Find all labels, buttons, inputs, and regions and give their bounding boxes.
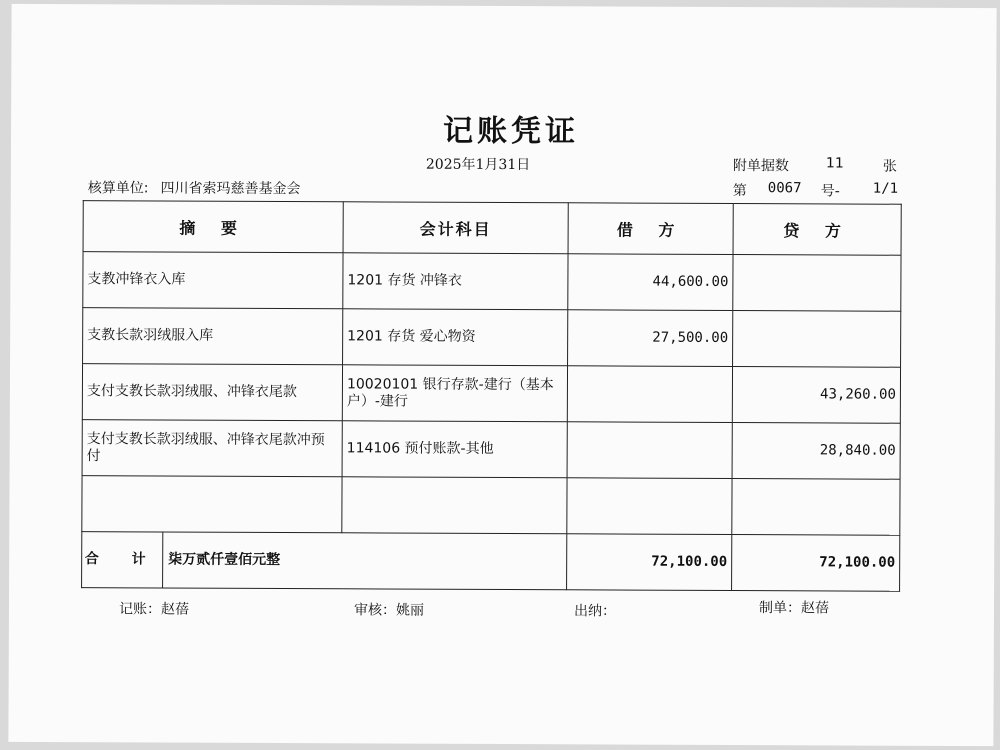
row-debit: [567, 366, 732, 423]
row-debit: [567, 422, 732, 479]
voucher-table: [81, 200, 902, 592]
row-credit: [733, 311, 901, 368]
total-amount-words: 柒万贰仟壹佰元整: [162, 533, 280, 589]
attachment-unit: 张: [882, 158, 897, 175]
total-credit: 72,100.00: [732, 535, 900, 592]
row-account: 1201 存货 冲锋衣: [343, 253, 568, 310]
row-credit: 43,260.00: [732, 367, 900, 424]
row-summary: 支付支教长款羽绒服、冲锋衣尾款: [82, 364, 342, 421]
row-summary: 支教冲锋衣入库: [83, 252, 343, 309]
row-account: [342, 477, 567, 534]
voucher-date: 2025年1月31日: [425, 156, 531, 174]
attachment-count: [733, 155, 903, 176]
table-header-row: [83, 201, 901, 256]
row-summary: 支付支教长款羽绒服、冲锋衣尾款冲预付: [82, 420, 342, 477]
row-debit: 27,500.00: [568, 310, 733, 367]
voucher-number-value: 0067: [767, 180, 802, 197]
table-row: [82, 420, 900, 480]
row-summary: 支教长款羽绒服入库: [83, 308, 343, 365]
table-row: [83, 252, 901, 312]
voucher-suffix: 号-: [820, 183, 840, 200]
document-title: 记账凭证: [442, 113, 580, 150]
voucher-page: 1/1: [872, 180, 899, 197]
row-credit: [732, 479, 900, 536]
signature-reviewer: 审核：姚丽: [353, 602, 425, 619]
attachment-label: 附单据数: [732, 158, 789, 175]
row-debit: 44,600.00: [568, 254, 733, 311]
column-header-account: 会计科目: [343, 202, 568, 254]
accounting-unit: [88, 177, 301, 198]
signature-cashier: 出纳：: [573, 603, 617, 620]
total-debit: 72,100.00: [567, 534, 732, 591]
voucher-sheet: [8, 4, 996, 746]
row-account: 1201 存货 爱心物资: [343, 309, 568, 366]
row-debit: [567, 478, 732, 535]
row-credit: [733, 255, 901, 312]
row-account: 10020101 银行存款-建行（基本户）-建行: [342, 365, 567, 422]
accounting-unit-label: 核算单位:: [87, 180, 149, 197]
signature-bookkeeper: 记账：赵蓓: [118, 601, 190, 618]
signature-preparer: 制单：赵蓓: [758, 600, 830, 617]
total-cell: [82, 532, 567, 590]
total-row: [82, 532, 900, 592]
table-row: [83, 308, 901, 368]
row-account: 114106 预付账款-其他: [342, 421, 567, 478]
accounting-unit-value: 四川省索玛慈善基金会: [160, 180, 301, 198]
row-summary: [82, 476, 342, 533]
column-header-debit: 借 方: [568, 203, 733, 255]
row-credit: 28,840.00: [732, 423, 900, 480]
total-label: 合 计: [84, 551, 160, 568]
table-row-empty: [82, 476, 900, 536]
column-header-summary: 摘 要: [83, 201, 343, 253]
voucher-number: [733, 180, 908, 201]
voucher-prefix: 第: [732, 183, 747, 200]
column-header-credit: 贷 方: [733, 204, 901, 256]
attachment-number: 11: [825, 155, 844, 172]
table-row: [82, 364, 900, 424]
